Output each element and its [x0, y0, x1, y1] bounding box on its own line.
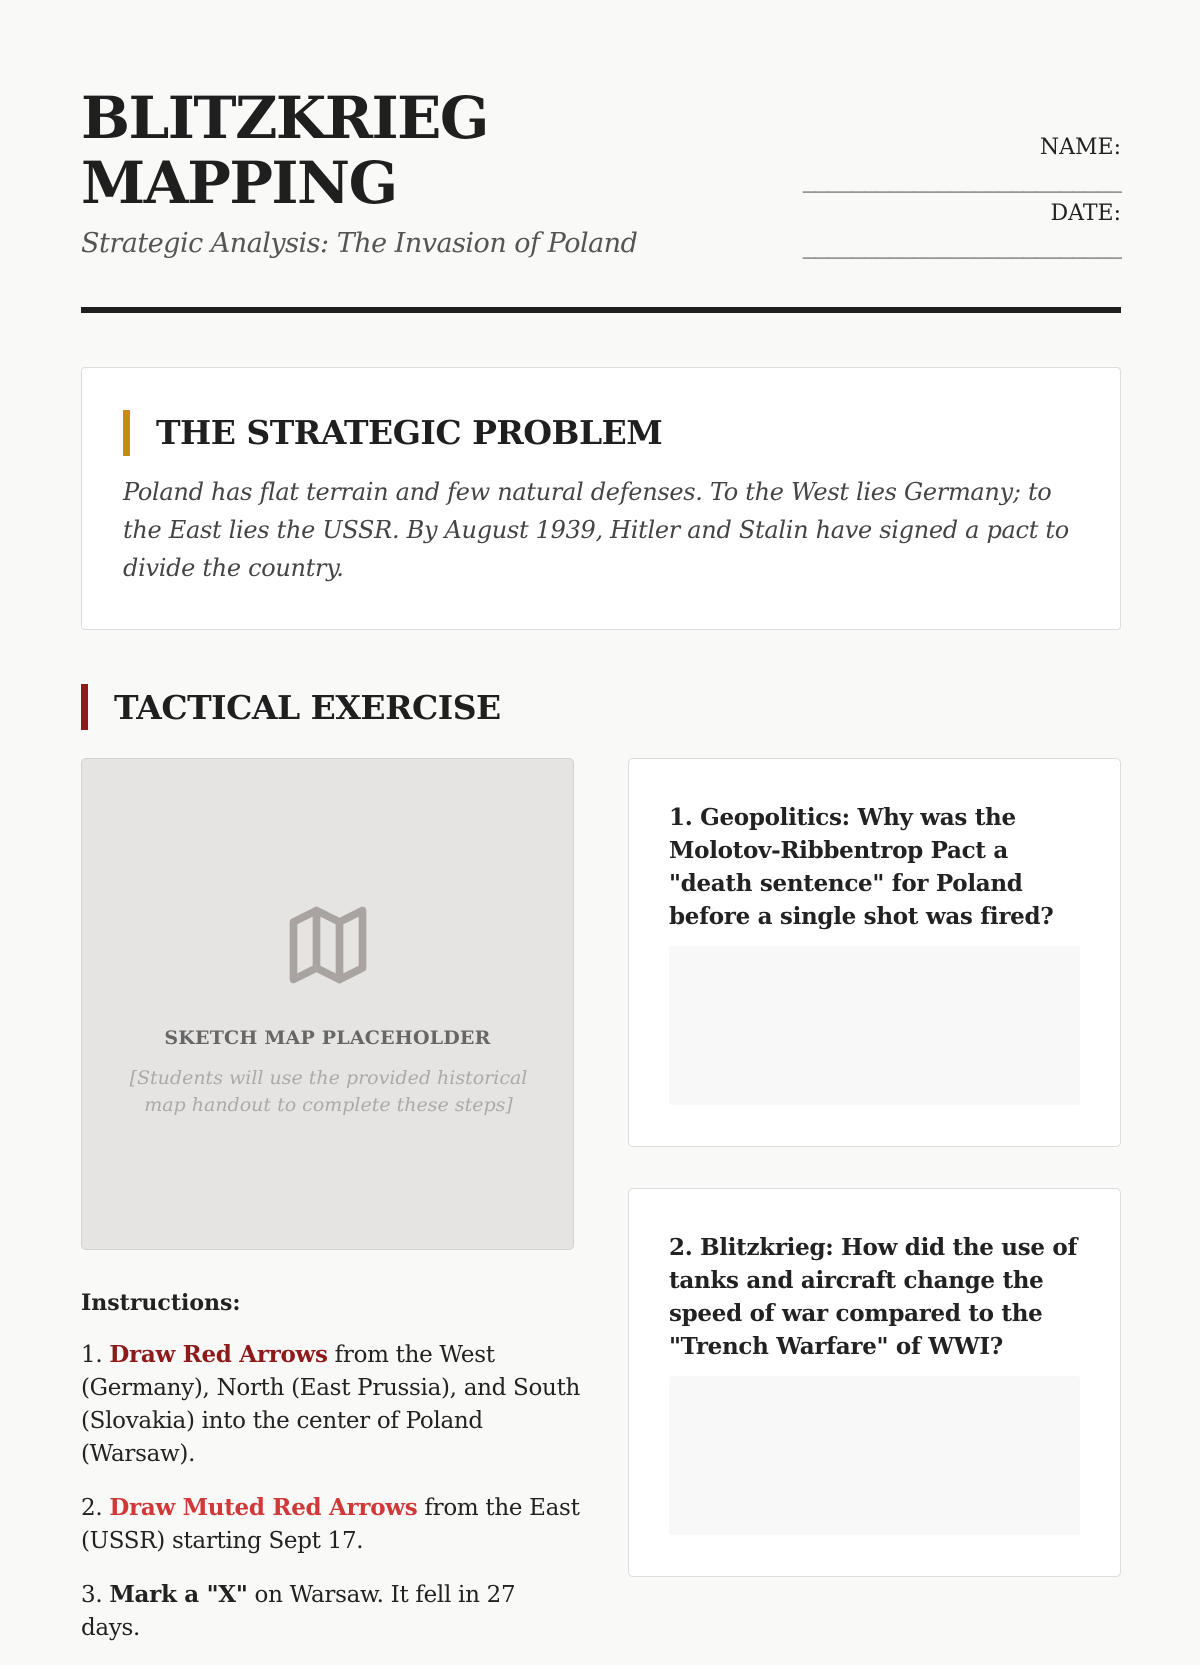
instruction-step-3 — [81, 1578, 581, 1645]
name-line[interactable]: __________________________ — [802, 168, 1121, 193]
title-line-2: MAPPING — [81, 149, 397, 217]
step-1-highlight: Draw Red Arrows — [109, 1341, 328, 1368]
page-subtitle: Strategic Analysis: The Invasion of Poland — [81, 228, 638, 259]
instruction-step-1 — [81, 1338, 581, 1471]
title-line-1: BLITZKRIEG — [81, 84, 488, 152]
strategic-problem-card — [81, 367, 1121, 630]
instructions — [81, 1290, 581, 1665]
step-1-number: 1. — [81, 1342, 103, 1368]
map-placeholder-label: SKETCH MAP PLACEHOLDER — [164, 1027, 491, 1049]
tactical-exercise-section-head — [81, 684, 681, 730]
step-3-highlight: Mark a "X" — [109, 1581, 248, 1608]
strategic-problem-text: Poland has flat terrain and few natural defenses. To the West lies Germany; to the East lies the USSR. By August 1939, Hitler and Stalin have signed a pact to divide the country. — [123, 478, 1069, 582]
question-card-1 — [628, 758, 1121, 1147]
name-label: NAME: — [1039, 135, 1121, 160]
map-placeholder-note: [Students will use the provided historical map handout to complete these steps] — [129, 1067, 528, 1116]
page-title — [81, 86, 488, 216]
question-card-2 — [628, 1188, 1121, 1577]
step-2-highlight: Draw Muted Red Arrows — [109, 1494, 418, 1521]
question-1-text: 1. Geopolitics: Why was the Molotov-Ribbentrop Pact a "death sentence" for Poland before a single shot was fired? — [669, 804, 1054, 930]
tactical-exercise-heading: TACTICAL EXERCISE — [114, 688, 501, 727]
student-fields — [781, 134, 1121, 266]
worksheet-header — [81, 86, 1121, 316]
sketch-map-placeholder — [81, 758, 574, 1250]
red-accent-bar — [81, 684, 88, 730]
step-2-text: from the East (USSR) starting Sept 17. — [81, 1495, 580, 1554]
header-divider — [81, 307, 1121, 313]
strategic-problem-heading: THE STRATEGIC PROBLEM — [156, 413, 663, 452]
step-3-number: 3. — [81, 1582, 103, 1608]
date-label: DATE: — [1050, 201, 1121, 226]
answer-box-1[interactable] — [669, 946, 1080, 1105]
instruction-step-2 — [81, 1491, 581, 1558]
date-line[interactable]: __________________________ — [802, 234, 1121, 259]
answer-box-2[interactable] — [669, 1376, 1080, 1535]
map-icon — [282, 899, 374, 991]
gold-accent-bar — [123, 410, 130, 456]
step-3-text: on Warsaw. It fell in 27 days. — [81, 1582, 516, 1641]
step-1-text: from the West (Germany), North (East Prussia), and South (Slovakia) into the center of Poland (Warsaw). — [81, 1342, 581, 1467]
question-2-text: 2. Blitzkrieg: How did the use of tanks and aircraft change the speed of war compared to the "Trench Warfare" of WWI? — [669, 1234, 1078, 1360]
instructions-heading: Instructions: — [81, 1290, 241, 1316]
step-2-number: 2. — [81, 1495, 103, 1521]
